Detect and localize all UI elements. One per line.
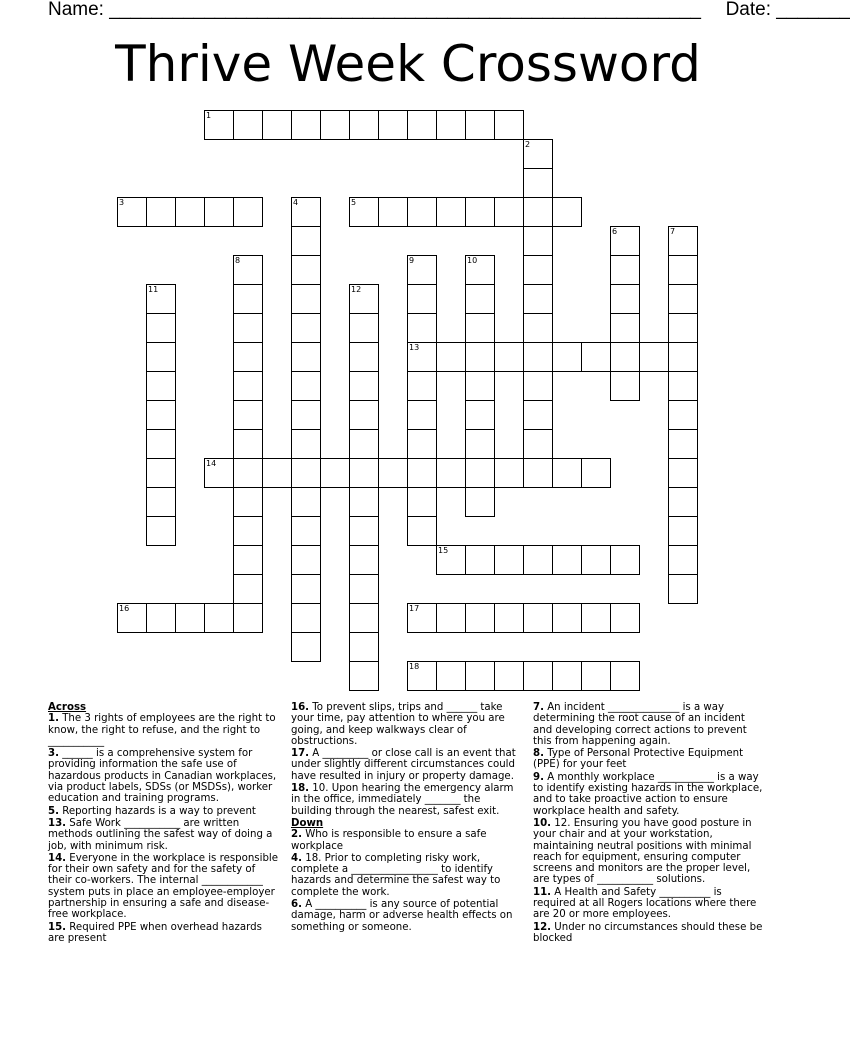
crossword-cell[interactable] <box>291 400 321 430</box>
crossword-cell[interactable] <box>494 342 524 372</box>
crossword-cell[interactable] <box>465 342 495 372</box>
crossword-cell[interactable] <box>378 197 408 227</box>
clue-number: 4. <box>291 852 302 864</box>
crossword-cell[interactable] <box>436 342 466 372</box>
clue-item <box>48 713 280 747</box>
crossword-cell[interactable] <box>407 110 437 140</box>
crossword-cell[interactable] <box>523 284 553 314</box>
crossword-cell[interactable] <box>494 110 524 140</box>
cell-number: 9 <box>409 256 415 265</box>
clue-number: 6. <box>291 899 302 911</box>
crossword-cell[interactable] <box>146 197 176 227</box>
clue-item <box>48 922 280 945</box>
crossword-cell[interactable] <box>233 371 263 401</box>
crossword-cell[interactable] <box>349 458 379 488</box>
crossword-cell[interactable] <box>407 255 437 285</box>
crossword-cell[interactable] <box>523 400 553 430</box>
crossword-cell[interactable] <box>523 342 553 372</box>
crossword-cell[interactable] <box>465 487 495 517</box>
crossword-cell[interactable] <box>320 458 350 488</box>
clue-number: 14. <box>48 852 67 864</box>
crossword-cell[interactable] <box>407 487 437 517</box>
crossword-cell[interactable] <box>233 342 263 372</box>
crossword-cell[interactable] <box>523 168 553 198</box>
crossword-cell[interactable] <box>407 342 437 372</box>
cell-number: 14 <box>206 459 217 468</box>
crossword-cell[interactable] <box>349 313 379 343</box>
crossword-cell[interactable] <box>494 545 524 575</box>
crossword-cell[interactable] <box>291 545 321 575</box>
crossword-cell[interactable] <box>436 603 466 633</box>
crossword-cell[interactable] <box>407 661 437 691</box>
clue-item <box>533 887 763 921</box>
crossword-cell[interactable] <box>668 255 698 285</box>
cell-number: 15 <box>438 546 449 555</box>
crossword-cell[interactable] <box>668 400 698 430</box>
cell-number: 6 <box>612 227 618 236</box>
crossword-cell[interactable] <box>610 313 640 343</box>
crossword-cell[interactable] <box>668 313 698 343</box>
crossword-cell[interactable] <box>668 458 698 488</box>
cell-number: 13 <box>409 343 420 352</box>
crossword-cell[interactable] <box>610 342 640 372</box>
crossword-cell[interactable] <box>523 197 553 227</box>
crossword-cell[interactable] <box>610 545 640 575</box>
crossword-cell[interactable] <box>407 603 437 633</box>
clue-text: A monthly workplace ___________ is a way to identify existing hazards in the workplace, and to take proactive action to ensure workplace health and safety. <box>533 771 763 817</box>
across-clue-list-continued <box>291 702 519 817</box>
crossword-cell[interactable] <box>291 429 321 459</box>
crossword-cell[interactable] <box>146 400 176 430</box>
crossword-cell[interactable] <box>552 603 582 633</box>
crossword-cell[interactable] <box>117 197 147 227</box>
clue-text: A _________ or close call is an event that under slightly different circumstances could have resulted in injury or property damage. <box>291 748 516 782</box>
crossword-cell[interactable] <box>233 313 263 343</box>
clue-text: To prevent slips, trips and ______ take your time, pay attention to where you are going, and keep walkways clear of obstructions. <box>291 702 505 747</box>
across-heading: Across <box>48 702 87 713</box>
crossword-cell[interactable] <box>349 429 379 459</box>
clue-item <box>48 853 280 921</box>
crossword-cell[interactable] <box>668 574 698 604</box>
clue-item <box>291 783 519 817</box>
crossword-cell[interactable] <box>465 603 495 633</box>
crossword-cell[interactable] <box>349 516 379 546</box>
crossword-cell[interactable] <box>291 603 321 633</box>
clue-number: 15. <box>48 921 67 933</box>
clue-number: 13. <box>48 817 67 829</box>
across-clue-list <box>48 713 280 944</box>
crossword-cell[interactable] <box>349 400 379 430</box>
crossword-cell[interactable] <box>581 661 611 691</box>
crossword-cell[interactable] <box>523 545 553 575</box>
cell-number: 5 <box>351 198 357 207</box>
crossword-cell[interactable] <box>407 371 437 401</box>
clue-text: Reporting hazards is a way to prevent <box>58 805 256 817</box>
crossword-cell[interactable] <box>465 255 495 285</box>
crossword-cell[interactable] <box>291 574 321 604</box>
crossword-cell[interactable] <box>668 516 698 546</box>
crossword-cell[interactable] <box>436 545 466 575</box>
crossword-cell[interactable] <box>204 603 234 633</box>
crossword-cell[interactable] <box>668 226 698 256</box>
crossword-cell[interactable] <box>523 226 553 256</box>
clue-number: 18. <box>291 783 310 795</box>
clue-item <box>291 853 519 898</box>
clue-item <box>533 748 763 771</box>
clue-number: 8. <box>533 748 544 760</box>
crossword-cell[interactable] <box>204 458 234 488</box>
name-label: Name: <box>48 0 104 20</box>
crossword-cell[interactable] <box>610 226 640 256</box>
crossword-cell[interactable] <box>349 371 379 401</box>
crossword-cell[interactable] <box>291 342 321 372</box>
crossword-cell[interactable] <box>581 342 611 372</box>
page-title: Thrive Week Crossword <box>115 35 701 93</box>
crossword-cell[interactable] <box>204 197 234 227</box>
crossword-cell[interactable] <box>610 603 640 633</box>
crossword-cell[interactable] <box>523 139 553 169</box>
clue-number: 1. <box>48 713 59 725</box>
crossword-cell[interactable] <box>233 574 263 604</box>
clue-number: 7. <box>533 702 544 713</box>
clues-column-3 <box>533 702 763 945</box>
clue-number: 3. <box>48 748 59 760</box>
crossword-cell[interactable] <box>291 255 321 285</box>
crossword-cell[interactable] <box>523 371 553 401</box>
cell-number: 2 <box>525 140 531 149</box>
crossword-cell[interactable] <box>639 342 669 372</box>
crossword-cell[interactable] <box>465 458 495 488</box>
crossword-cell[interactable] <box>233 255 263 285</box>
clue-number: 9. <box>533 771 544 783</box>
clue-number: 2. <box>291 829 302 841</box>
crossword-cell[interactable] <box>233 516 263 546</box>
crossword-cell[interactable] <box>349 110 379 140</box>
crossword-cell[interactable] <box>349 632 379 662</box>
crossword-cell[interactable] <box>378 458 408 488</box>
crossword-cell[interactable] <box>407 516 437 546</box>
crossword-cell[interactable] <box>262 458 292 488</box>
crossword-cell[interactable] <box>668 342 698 372</box>
clue-number: 5. <box>48 805 59 817</box>
crossword-cell[interactable] <box>436 661 466 691</box>
clue-item <box>533 922 763 945</box>
crossword-cell[interactable] <box>407 429 437 459</box>
crossword-cell[interactable] <box>407 197 437 227</box>
crossword-cell[interactable] <box>465 110 495 140</box>
crossword-cell[interactable] <box>494 458 524 488</box>
crossword-cell[interactable] <box>494 197 524 227</box>
crossword-cell[interactable] <box>291 458 321 488</box>
crossword-cell[interactable] <box>436 110 466 140</box>
crossword-cell[interactable] <box>291 632 321 662</box>
crossword-cell[interactable] <box>610 255 640 285</box>
crossword-cell[interactable] <box>204 110 234 140</box>
crossword-cell[interactable] <box>349 545 379 575</box>
clue-item <box>533 702 763 747</box>
clue-number: 10. <box>533 817 552 829</box>
cell-number: 1 <box>206 111 212 120</box>
crossword-cell[interactable] <box>407 284 437 314</box>
crossword-cell[interactable] <box>552 661 582 691</box>
clue-text: An incident ______________ is a way determining the root cause of an incident and developing correct actions to prevent this from happening again. <box>533 702 747 747</box>
clue-text: Type of Personal Protective Equipment (PPE) for your feet <box>533 748 744 771</box>
crossword-cell[interactable] <box>262 110 292 140</box>
crossword-cell[interactable] <box>233 284 263 314</box>
crossword-cell[interactable] <box>552 342 582 372</box>
clue-text: ______ is a comprehensive system for providing information the safe use of hazardous products in Canadian workplaces, via product labels, SDSs (or MSDSs), worker education and training programs. <box>48 748 277 805</box>
cell-number: 8 <box>235 256 241 265</box>
crossword-cell[interactable] <box>465 429 495 459</box>
crossword-cell[interactable] <box>291 197 321 227</box>
crossword-cell[interactable] <box>668 284 698 314</box>
crossword-cell[interactable] <box>146 313 176 343</box>
clue-text: A Health and Safety __________ is required at all Rogers locations where there are 20 or more employees. <box>533 886 757 921</box>
crossword-cell[interactable] <box>523 661 553 691</box>
crossword-cell[interactable] <box>465 661 495 691</box>
crossword-cell[interactable] <box>581 458 611 488</box>
crossword-cell[interactable] <box>146 603 176 633</box>
clue-text: The 3 rights of employees are the right to know, the right to refuse, and the right to ___________ <box>48 713 276 747</box>
clue-text: A __________ is any source of potential damage, harm or adverse health effects on something or someone. <box>291 899 513 933</box>
crossword-cell[interactable] <box>175 197 205 227</box>
crossword-cell[interactable] <box>668 429 698 459</box>
crossword-cell[interactable] <box>349 603 379 633</box>
crossword-cell[interactable] <box>349 487 379 517</box>
crossword-cell[interactable] <box>436 458 466 488</box>
crossword-cell[interactable] <box>465 400 495 430</box>
crossword-cell[interactable] <box>552 545 582 575</box>
clue-item <box>533 818 763 886</box>
crossword-cell[interactable] <box>523 458 553 488</box>
down-heading: Down <box>291 817 324 829</box>
crossword-cell[interactable] <box>407 313 437 343</box>
crossword-cell[interactable] <box>146 429 176 459</box>
clue-item <box>291 829 519 852</box>
clue-item <box>291 899 519 933</box>
crossword-cell[interactable] <box>407 400 437 430</box>
clue-item <box>48 818 280 852</box>
crossword-cell[interactable] <box>465 197 495 227</box>
crossword-cell[interactable] <box>494 661 524 691</box>
crossword-cell[interactable] <box>610 284 640 314</box>
crossword-cell[interactable] <box>291 516 321 546</box>
crossword-cell[interactable] <box>233 110 263 140</box>
crossword-cell[interactable] <box>349 661 379 691</box>
crossword-cell[interactable] <box>291 487 321 517</box>
crossword-cell[interactable] <box>349 284 379 314</box>
crossword-cell[interactable] <box>320 110 350 140</box>
cell-number: 16 <box>119 604 130 613</box>
clue-text: Who is responsible to ensure a safe workplace <box>291 829 487 852</box>
crossword-cell[interactable] <box>610 661 640 691</box>
crossword-cell[interactable] <box>523 603 553 633</box>
crossword-cell[interactable] <box>146 371 176 401</box>
crossword-cell[interactable] <box>233 458 263 488</box>
cell-number: 18 <box>409 662 420 671</box>
clue-number: 12. <box>533 921 552 933</box>
crossword-cell[interactable] <box>465 284 495 314</box>
clue-item <box>533 772 763 817</box>
clue-item <box>291 702 519 747</box>
cell-number: 7 <box>670 227 676 236</box>
crossword-cell[interactable] <box>175 603 205 633</box>
down-clue-list <box>291 829 519 933</box>
crossword-cell[interactable] <box>552 197 582 227</box>
crossword-cell[interactable] <box>146 487 176 517</box>
crossword-cell[interactable] <box>523 429 553 459</box>
crossword-cell[interactable] <box>668 545 698 575</box>
crossword-cell[interactable] <box>523 313 553 343</box>
clue-item <box>291 748 519 782</box>
clue-text: Under no circumstances should these be blocked <box>533 921 763 944</box>
date-blank[interactable]: _______ <box>776 0 850 20</box>
cell-number: 11 <box>148 285 159 294</box>
crossword-cell[interactable] <box>378 110 408 140</box>
crossword-cell[interactable] <box>494 603 524 633</box>
crossword-cell[interactable] <box>436 197 466 227</box>
crossword-cell[interactable] <box>291 110 321 140</box>
name-blank[interactable]: ________________________________________________________ <box>109 0 701 20</box>
crossword-cell[interactable] <box>349 197 379 227</box>
cell-number: 12 <box>351 285 362 294</box>
cell-number: 10 <box>467 256 478 265</box>
crossword-cell[interactable] <box>668 371 698 401</box>
clue-text: Required PPE when overhead hazards are present <box>48 921 262 944</box>
crossword-cell[interactable] <box>552 458 582 488</box>
crossword-cell[interactable] <box>146 342 176 372</box>
clue-text: 10. Upon hearing the emergency alarm in the office, immediately _______ the building through the nearest, safest exit. <box>291 783 514 817</box>
crossword-cell[interactable] <box>349 574 379 604</box>
crossword-cell[interactable] <box>146 284 176 314</box>
crossword-cell[interactable] <box>233 400 263 430</box>
clue-item <box>48 806 280 817</box>
crossword-cell[interactable] <box>581 545 611 575</box>
clues-column-1 <box>48 702 280 945</box>
cell-number: 3 <box>119 198 125 207</box>
crossword-cell[interactable] <box>465 545 495 575</box>
crossword-cell[interactable] <box>610 371 640 401</box>
crossword-cell[interactable] <box>581 603 611 633</box>
crossword-cell[interactable] <box>233 429 263 459</box>
crossword-cell[interactable] <box>291 284 321 314</box>
crossword-cell[interactable] <box>407 458 437 488</box>
clue-text: Safe Work ___________ are written methods outlining the safest way of doing a job, with minimum risk. <box>48 817 273 852</box>
crossword-cell[interactable] <box>146 516 176 546</box>
crossword-cell[interactable] <box>291 226 321 256</box>
crossword-cell[interactable] <box>117 603 147 633</box>
clue-text: Everyone in the workplace is responsible for their own safety and for the safety of their co-workers. The internal ____________ system puts in place an employee-employer partnership in ensuring a safe and disease-free workplace. <box>48 852 279 921</box>
crossword-cell[interactable] <box>523 255 553 285</box>
down-clue-list-continued <box>533 702 763 944</box>
crossword-cell[interactable] <box>465 371 495 401</box>
clue-number: 16. <box>291 702 310 713</box>
crossword-cell[interactable] <box>349 342 379 372</box>
crossword-cell[interactable] <box>146 458 176 488</box>
cell-number: 4 <box>293 198 299 207</box>
clue-text: 12. Ensuring you have good posture in your chair and at your workstation, maintaining neutral positions with minimal reach for equipment, ensuring computer screens and monitors are the proper level, are types of ___________ solutions. <box>533 817 752 886</box>
date-label: Date: <box>725 0 771 20</box>
crossword-cell[interactable] <box>233 197 263 227</box>
cell-number: 17 <box>409 604 420 613</box>
clue-number: 11. <box>533 886 552 898</box>
clue-number: 17. <box>291 748 310 760</box>
clue-text: 18. Prior to completing risky work, complete a _________________ to identify hazards and determine the safest way to complete the work. <box>291 852 501 898</box>
crossword-cell[interactable] <box>465 313 495 343</box>
crossword-cell[interactable] <box>291 313 321 343</box>
crossword-cell[interactable] <box>291 371 321 401</box>
crossword-cell[interactable] <box>233 545 263 575</box>
crossword-cell[interactable] <box>668 487 698 517</box>
clues-column-2 <box>291 702 519 934</box>
clue-item <box>48 748 280 804</box>
crossword-cell[interactable] <box>233 487 263 517</box>
crossword-cell[interactable] <box>233 603 263 633</box>
